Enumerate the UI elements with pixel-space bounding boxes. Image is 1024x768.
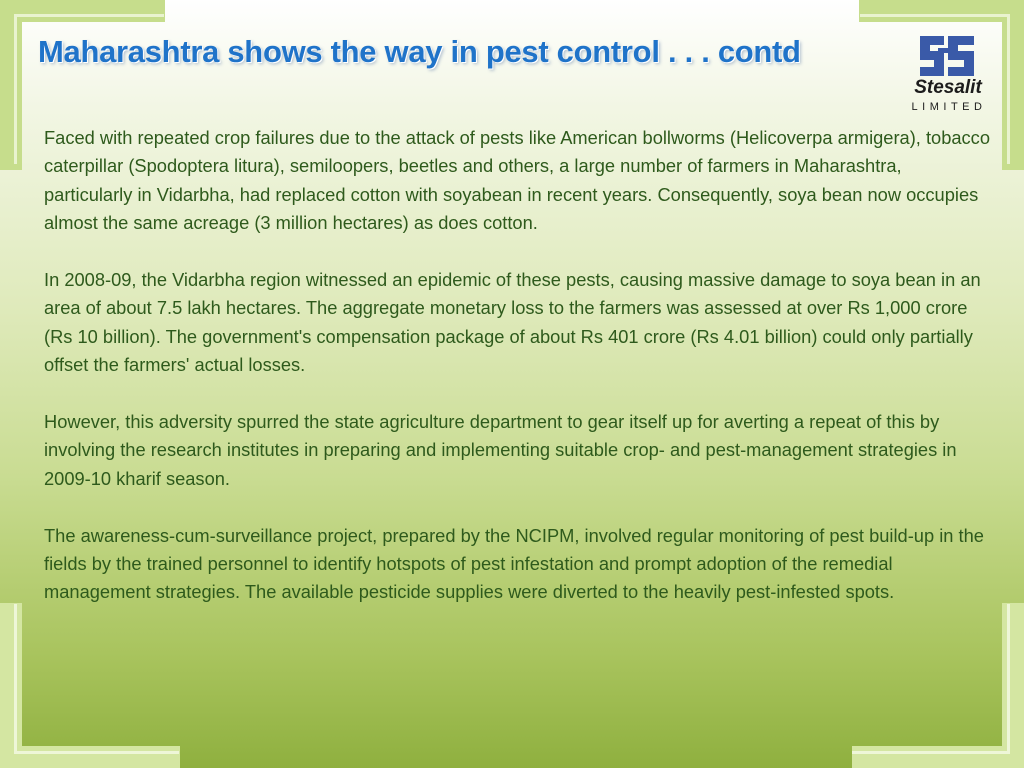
- paragraph-epidemic: In 2008-09, the Vidarbha region witnessed an epidemic of these pests, causing massive damage to soya bean in an area of about 7.5 lakh hectares. The aggregate monetary loss to the farmers was assessed at over Rs 1,000 crore (Rs 10 billion). The government's compensation package of about Rs 401 crore (Rs 4.01 billion) could only partially offset the farmers' actual losses.: [44, 269, 981, 376]
- paragraph-surveillance-project: The awareness-cum-surveillance project, prepared by the NCIPM, involved regular monitoring of pest build-up in the fields by the trained personnel to identify hotspots of pest infestation and prompt adoption of the remedial management strategies. The available pesticide supplies were diverted to the heavily pest-infested spots.: [44, 524, 984, 603]
- paragraph-crop-failures: Faced with repeated crop failures due to the attack of pests like American bollworms (Helicoverpa armigera), tobacco caterpillar (Spodoptera litura), semiloopers, beetles and others, a large number of farmers in Maharashtra, particularly in Vidarbha, had replaced cotton with soyabean in recent years. Consequently, soya bean now occupies almost the same acreage (3 million hectares) as does cotton.: [44, 127, 990, 234]
- slide-body: [44, 124, 994, 635]
- paragraph-adversity: However, this adversity spurred the state agriculture department to gear itself up for averting a repeat of this by involving the research institutes in preparing and implementing suitable crop- and pest-management strategies in 2009-10 kharif season.: [44, 411, 957, 489]
- company-logo: [898, 30, 1000, 118]
- stesalit-logo-icon: [918, 34, 976, 78]
- slide-title: Maharashtra shows the way in pest control . . . contd: [38, 34, 801, 69]
- logo-subtitle: LIMITED: [911, 101, 987, 113]
- logo-name: Stesalit: [914, 77, 982, 98]
